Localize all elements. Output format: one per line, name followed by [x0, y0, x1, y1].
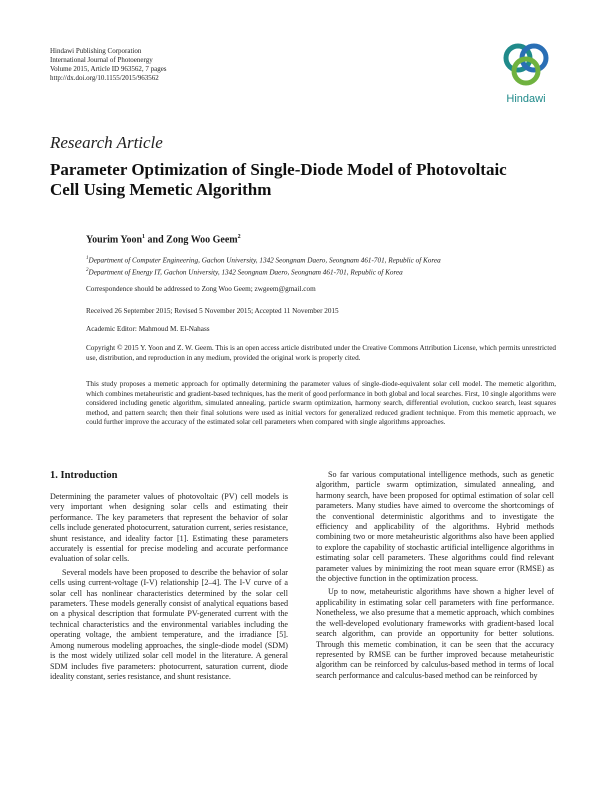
header-journal: International Journal of Photoenergy — [50, 56, 153, 64]
author-2[interactable]: Zong Woo Geem — [166, 234, 238, 246]
author-2-sup: 2 — [237, 234, 241, 240]
header-volume: Volume 2015, Article ID 963562, 7 pages — [50, 65, 167, 73]
history-dates: Received 26 September 2015; Revised 5 November 2015; Accepted 11 November 2015 — [86, 307, 339, 315]
header-publisher: Hindawi Publishing Corporation — [50, 47, 142, 55]
authors-and: and — [145, 234, 167, 246]
section-title: 1. Introduction — [50, 470, 118, 481]
copyright-notice: Copyright © 2015 Y. Yoon and Z. W. Geem. This is an open access article distributed under the Creative Commons Attribution License, which permits unrestricted use, distribution, and reproduction in any medium, provided the original work is properly cited. — [86, 344, 556, 362]
authors — [86, 234, 241, 245]
hindawi-logo-icon — [498, 38, 554, 93]
affiliations — [86, 254, 556, 278]
paper-title: Parameter Optimization of Single-Diode Model of Photovoltaic Cell Using Memetic Algorithm — [50, 160, 507, 199]
col1-paragraph-2: Several models have been proposed to describe the behavior of solar cells using current-voltage (I-V) relationship [2–4]. The I-V curve of a solar cell has nonlinear characteristics determined by the solar cell parameters. These models generally consist of analytical equations based on a physical description that formulate PV-generated current with the technical characteristics and the environmental variables including the operating voltage, the ambient temperature, and the irradiance [5]. Among numerous modeling approaches, the single-diode model (SDM) is the most widely utilized solar cell model in the literature. A general SDM includes five parameters: photocurrent, saturation current, diode ideality constant, series resistance, and shunt resistance. — [50, 567, 288, 681]
column-left — [50, 492, 288, 685]
hindawi-logo-text: Hindawi — [506, 93, 546, 105]
hindawi-logo[interactable] — [498, 38, 554, 108]
author-1[interactable]: Yourim Yoon — [86, 234, 143, 246]
affiliation-1-sup: 1 — [86, 256, 89, 261]
col2-paragraph-1: So far various computational intelligence methods, such as genetic algorithm, particle swarm optimization, simulated annealing, and harmony search, have been proposed for optimal estimation of solar cell parameters. Many studies have aimed to overcome the shortcomings of the conventional deterministic algorithms and to investigate the efficiency and applicability of the algorithms. Hybrid methods combining two or more metaheuristic algorithms also have been applied to explore the capability of stochastic artificial intelligence algorithms in estimating solar cell parameters. These algorithms could find relevant parameter values by minimizing the root mean square error (RMSE) as the objective function in the optimization process. — [316, 470, 554, 584]
header-doi[interactable]: http://dx.doi.org/10.1155/2015/963562 — [50, 74, 159, 82]
affiliation-2-text: Department of Energy IT, Gachon University, 1342 Seongnam Daero, Seongnam 461-701, Republic of Korea — [88, 268, 403, 277]
abstract: This study proposes a memetic approach for optimally determining the parameter values of single-diode-equivalent solar cell model. The memetic algorithm, which combines metaheuristic and gradient-based techniques, has the merit of good performance in both global and local searches. First, 10 single algorithms were considered including genetic algorithm, simulated annealing, particle swarm optimization, harmony search, differential evolution, cuckoo search, least squares method, and pattern search; then their final solutions were used as initial vectors for generalized reduced gradient technique. From this memetic approach, we could further improve the accuracy of the estimated solar cell parameters when compared with single algorithms approaches. — [86, 380, 556, 427]
academic-editor: Academic Editor: Mahmoud M. El-Nahass — [86, 325, 210, 333]
column-right — [316, 470, 554, 684]
article-type: Research Article — [50, 133, 163, 152]
affiliation-1 — [86, 254, 556, 266]
journal-header — [50, 47, 167, 83]
affiliation-1-text: Department of Computer Engineering, Gachon University, 1342 Seongnam Daero, Seongnam 461-701, Republic of Korea — [88, 256, 441, 265]
col1-paragraph-1: Determining the parameter values of photovoltaic (PV) cell models is very important when designing solar cells and estimating their performance. The key parameters that represent the behavior of solar cells include generated photocurrent, saturation current, series resistance, shunt resistance, and ideality factor [1]. Estimating these parameters accurately is essential for precise modeling and accurate performance evaluation of solar cells. — [50, 492, 288, 564]
affiliation-2 — [86, 266, 556, 278]
col2-paragraph-2: Up to now, metaheuristic algorithms have shown a higher level of applicability in estimating solar cell parameters with fine performance. Nonetheless, we also presume that a memetic approach, which combines the well-developed evolutionary frameworks with gradient-based local search algorithm, can provide an opportunity for better solutions. Through this memetic combination, it can be seen that the accuracy represented by RMSE can be further improved because metaheuristic algorithm can be reinforced by calculus-based method in terms of local search performance and calculus-based method can be reinforced by — [316, 587, 554, 680]
author-1-sup: 1 — [142, 234, 146, 240]
affiliation-2-sup: 2 — [86, 267, 89, 273]
correspondence: Correspondence should be addressed to Zong Woo Geem; zwgeem@gmail.com — [86, 285, 316, 293]
